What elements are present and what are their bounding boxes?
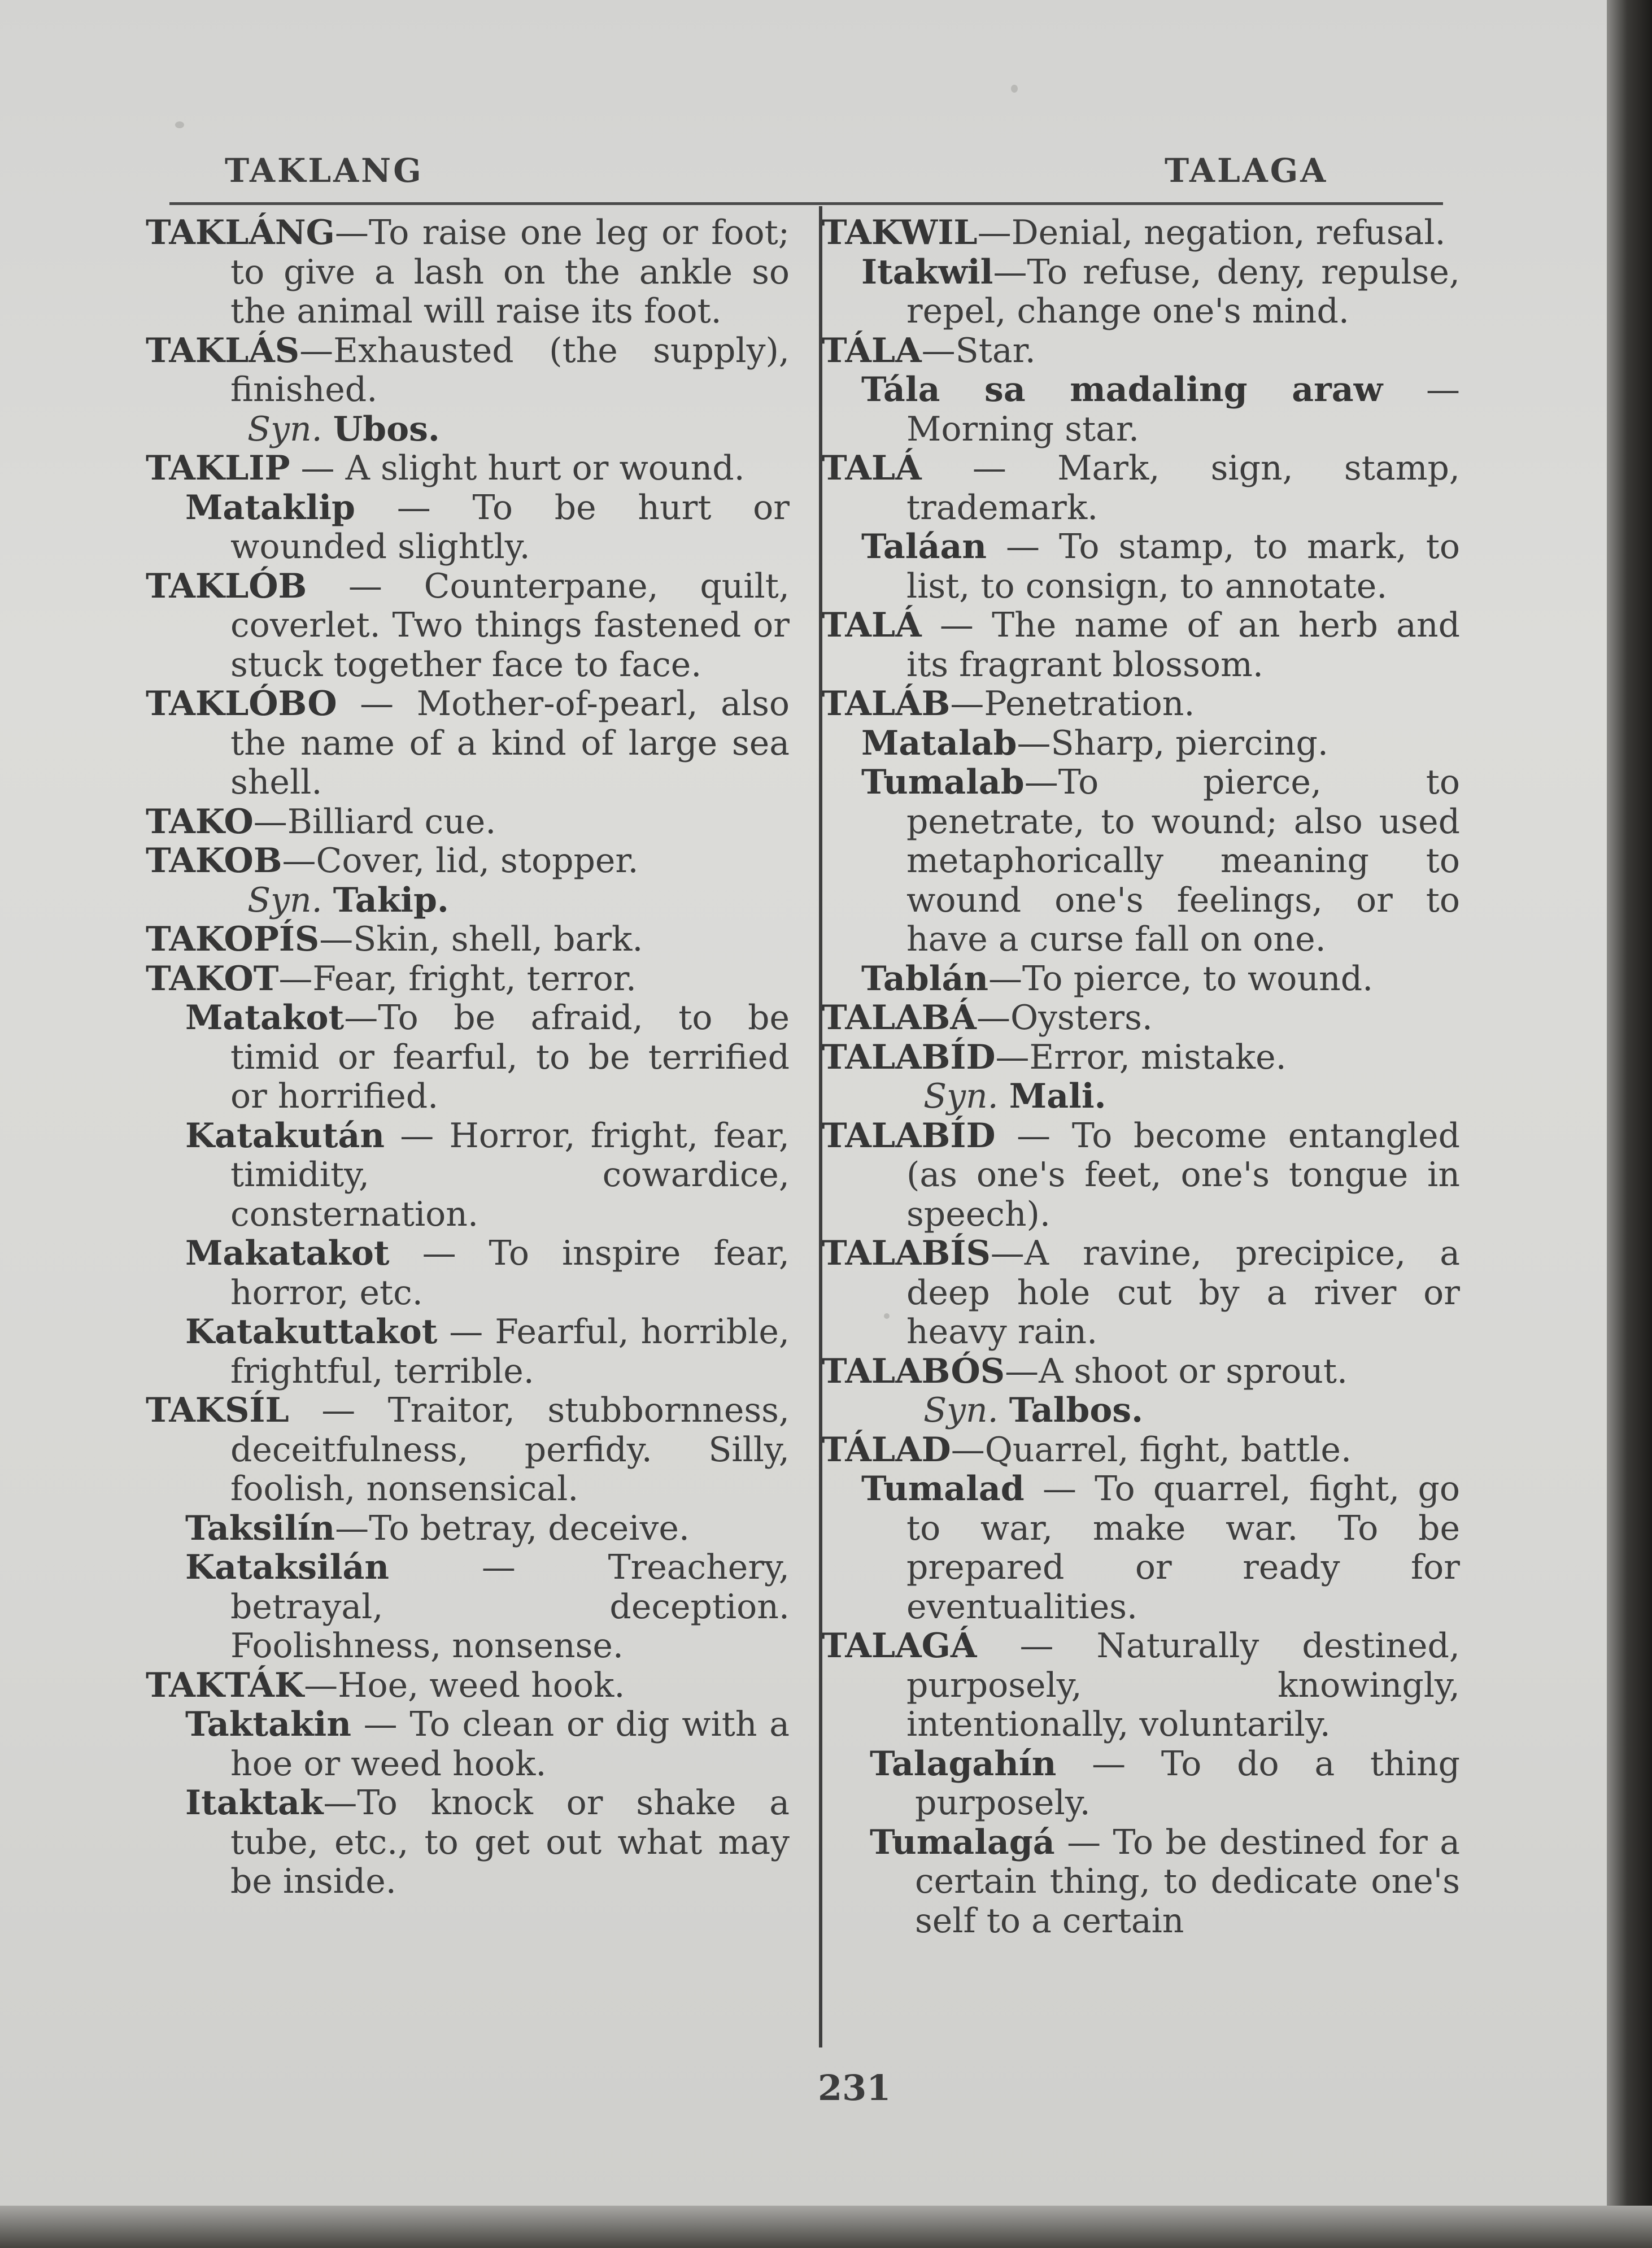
dash-separator: — — [290, 448, 346, 488]
paper-speck — [1011, 85, 1018, 93]
dictionary-entry — [146, 842, 790, 881]
dash-separator: — — [921, 330, 956, 371]
headword: TAKOT — [146, 959, 279, 999]
headword: TAKLÁS — [146, 330, 300, 371]
definition: To be destined for a certain thing, to dedicate one's self to a certain — [915, 1822, 1460, 1941]
sub-entry — [822, 960, 1460, 999]
dash-separator: — — [1024, 763, 1058, 802]
headword: TÁLAD — [822, 1430, 951, 1470]
sub-entry — [822, 1470, 1460, 1627]
definition: To knock or shake a tube, etc., to get out what may be inside. — [230, 1783, 790, 1901]
synonym-line — [822, 1077, 1460, 1117]
dictionary-entry — [146, 960, 790, 999]
dash-separator: — — [988, 959, 1023, 999]
dash-separator: — — [304, 1665, 338, 1705]
definition: A ravine, precipice, a deep hole cut by a river or heavy rain. — [906, 1234, 1460, 1352]
dash-separator: — — [977, 1626, 1097, 1666]
definition: Naturally destined, purposely, knowingly, intentionally, voluntarily. — [906, 1626, 1460, 1744]
definition: The name of an herb and its fragrant blossom. — [906, 605, 1460, 685]
headword: TAKOPÍS — [146, 920, 320, 959]
dictionary-entry — [146, 685, 790, 803]
synonym-word: Mali. — [1009, 1077, 1106, 1116]
running-head-right: TALAGA — [1165, 151, 1328, 190]
sub-entry — [146, 489, 790, 567]
dash-separator: — — [977, 213, 1012, 252]
sub-headword: Tumalagá — [870, 1822, 1055, 1862]
definition: Oysters. — [1010, 998, 1153, 1038]
definition: Denial, negation, refusal. — [1011, 213, 1446, 252]
dash-separator: — — [389, 1548, 608, 1587]
definition: Mother-of-pearl, also the name of a kind of large sea shell. — [230, 684, 790, 802]
dictionary-entry — [146, 1666, 790, 1706]
dictionary-entry — [822, 1352, 1460, 1392]
dash-separator: — — [1024, 1469, 1095, 1509]
headword: TAKLÁNG — [146, 213, 335, 252]
dash-separator: — — [319, 920, 354, 959]
left-column — [146, 214, 790, 1902]
dash-separator: — — [289, 1391, 388, 1430]
synonym-line — [146, 410, 790, 450]
synonym-label: Syn. — [923, 1077, 999, 1116]
dictionary-entry — [822, 332, 1460, 371]
definition: Penetration. — [984, 684, 1195, 724]
definition: Morning star. — [906, 409, 1140, 449]
definition: To raise one leg or foot; to give a lash on the ankle so the animal will raise its foot. — [230, 213, 790, 331]
definition: To be afraid, to be timid or fearful, to be terrified or horrified. — [230, 998, 790, 1116]
headword: TALABÍD — [822, 1037, 996, 1077]
dash-separator: — — [307, 566, 424, 606]
definition: To stamp, to mark, to list, to consign, to annotate. — [906, 527, 1460, 606]
headword: TALÁ — [822, 448, 922, 488]
sub-entry — [146, 1548, 790, 1666]
definition: Counterpane, quilt, coverlet. Two things fastened or stuck together face to face. — [230, 566, 790, 685]
dash-separator: — — [1005, 1351, 1039, 1391]
headword: TALABÍD — [822, 1116, 996, 1156]
dash-separator: — — [351, 1705, 410, 1744]
dictionary-entry — [822, 1431, 1460, 1470]
dash-separator: — — [1383, 370, 1460, 409]
definition: Error, mistake. — [1029, 1037, 1287, 1077]
dash-separator: — — [950, 684, 984, 724]
headword: TALABÓS — [822, 1351, 1005, 1391]
definition: Hoe, weed hook. — [338, 1665, 625, 1705]
headword: TAKLIP — [146, 448, 290, 488]
dash-separator: — — [1017, 723, 1051, 763]
sub-entry — [822, 1823, 1460, 1941]
dictionary-entry — [822, 606, 1460, 685]
dictionary-entry — [822, 999, 1460, 1038]
headword: TAKTÁK — [146, 1665, 304, 1705]
definition: Fear, fright, terror. — [312, 959, 637, 999]
sub-headword: Itakwil — [861, 252, 993, 292]
dictionary-entry — [822, 449, 1460, 528]
dash-separator: — — [1056, 1744, 1161, 1784]
definition: To quarrel, fight, go to war, make war. To be prepared or ready for eventualities. — [906, 1469, 1460, 1627]
dictionary-entry — [822, 685, 1460, 724]
headword: TALAGÁ — [822, 1626, 977, 1666]
dash-separator: — — [334, 213, 369, 252]
definition: To inspire fear, horror, etc. — [230, 1234, 790, 1313]
sub-headword: Tumalad — [861, 1469, 1025, 1509]
headword: TAKOB — [146, 841, 282, 881]
sub-headword: Katakután — [185, 1116, 385, 1156]
sub-headword: Taktakin — [185, 1705, 351, 1744]
definition: Horror, fright, fear, timidity, cowardice, consternation. — [230, 1116, 790, 1234]
definition: Cover, lid, stopper. — [316, 841, 639, 881]
page-bottom-shadow — [0, 2206, 1652, 2248]
definition: Skin, shell, bark. — [353, 920, 643, 959]
sub-headword: Tumalab — [861, 763, 1025, 802]
definition: Exhausted (the supply), finished. — [230, 330, 790, 409]
definition: To do a thing purposely. — [915, 1744, 1460, 1823]
sub-entry — [146, 1509, 790, 1549]
dash-separator: — — [1054, 1822, 1113, 1862]
dictionary-entry — [822, 1627, 1460, 1745]
dictionary-entry — [822, 1234, 1460, 1352]
synonym-word: Talbos. — [1009, 1391, 1144, 1430]
dash-separator: — — [990, 1234, 1025, 1273]
headword: TAKSÍL — [146, 1391, 289, 1430]
sub-entry — [146, 1313, 790, 1391]
dash-separator: — — [344, 998, 378, 1038]
dictionary-entry — [146, 214, 790, 332]
headword: TALÁB — [822, 684, 951, 724]
sub-headword: Tablán — [861, 959, 989, 999]
sub-entry — [822, 1745, 1460, 1823]
sub-entry — [146, 1234, 790, 1313]
dictionary-entry — [146, 803, 790, 842]
sub-entry — [822, 724, 1460, 764]
definition: Treachery, betrayal, deception. Foolishness, nonsense. — [230, 1548, 790, 1666]
synonym-label: Syn. — [247, 409, 322, 449]
dash-separator: — — [355, 487, 473, 528]
sub-entry — [146, 1117, 790, 1235]
dash-separator: — — [282, 841, 316, 881]
headword: TAKLÓB — [146, 566, 307, 606]
dash-separator: — — [437, 1312, 495, 1352]
synonym-word: Ubos. — [333, 409, 440, 449]
sub-headword: Tála sa madaling araw — [861, 370, 1383, 409]
sub-entry — [822, 528, 1460, 606]
definition: A shoot or sprout. — [1039, 1351, 1348, 1391]
headword: TAKO — [146, 801, 254, 842]
definition: Fearful, horrible, frightful, terrible. — [230, 1312, 790, 1391]
paper-speck — [884, 1313, 890, 1319]
synonym-word: Takip. — [333, 880, 449, 920]
paper-speck — [175, 121, 184, 128]
definition: To pierce, to wound. — [1022, 959, 1374, 999]
sub-entry — [146, 1784, 790, 1902]
dash-separator: — — [995, 1116, 1072, 1156]
definition: To pierce, to penetrate, to wound; also used metaphorically meaning to wound one's feelings, or to have a curse fall on one. — [906, 763, 1460, 959]
dash-separator: — — [278, 959, 313, 999]
sub-headword: Taksilín — [185, 1508, 335, 1548]
dictionary-entry — [146, 920, 790, 960]
right-column — [822, 214, 1460, 1941]
sub-headword: Itaktak — [185, 1783, 324, 1823]
definition: To betray, deceive. — [369, 1508, 690, 1548]
page-number: 231 — [818, 2067, 891, 2108]
sub-entry — [146, 1705, 790, 1784]
definition: Quarrel, fight, battle. — [984, 1430, 1352, 1470]
sub-headword: Matakot — [185, 998, 345, 1038]
dictionary-entry — [146, 1391, 790, 1509]
sub-headword: Katakuttakot — [185, 1312, 438, 1352]
dash-separator: — — [323, 1783, 358, 1823]
dash-separator: — — [253, 801, 287, 842]
dash-separator: — — [995, 1037, 1030, 1077]
synonym-line — [822, 1391, 1460, 1431]
definition: Billiard cue. — [287, 801, 496, 842]
definition: To clean or dig with a hoe or weed hook. — [230, 1705, 790, 1784]
dictionary-entry — [146, 567, 790, 685]
sub-headword: Mataklip — [185, 487, 355, 528]
headword: TALÁ — [822, 605, 922, 645]
definition: Star. — [955, 330, 1036, 371]
synonym-line — [146, 881, 790, 921]
sub-entry — [146, 999, 790, 1117]
definition: Traitor, stubbornness, deceitfulness, perfidy. Silly, foolish, nonsensical. — [230, 1391, 790, 1509]
definition: A slight hurt or wound. — [345, 448, 745, 488]
dash-separator: — — [986, 527, 1060, 567]
dictionary-entry — [146, 332, 790, 410]
definition: Mark, sign, stamp, trademark. — [906, 448, 1460, 528]
definition: To refuse, deny, repulse, repel, change one's mind. — [906, 252, 1460, 331]
headword: TALABÍS — [822, 1234, 991, 1273]
dictionary-entry — [822, 214, 1460, 253]
sub-headword: Kataksilán — [185, 1548, 390, 1587]
dash-separator: — — [921, 448, 1058, 488]
sub-headword: Talagahín — [870, 1744, 1057, 1784]
headword: TÁLA — [822, 330, 922, 371]
synonym-label: Syn. — [923, 1391, 999, 1430]
book-spine-shadow — [1607, 0, 1652, 2248]
headword: TALABÁ — [822, 998, 977, 1038]
dash-separator: — — [951, 1430, 985, 1470]
running-head-left: TAKLANG — [225, 151, 424, 190]
definition: To become entangled (as one's feet, one's tongue in speech). — [906, 1116, 1460, 1234]
dash-separator: — — [921, 605, 992, 645]
sub-headword: Taláan — [861, 527, 987, 567]
dash-separator: — — [299, 330, 334, 371]
sub-headword: Matalab — [861, 723, 1017, 763]
definition: To be hurt or wounded slightly. — [230, 487, 790, 567]
dictionary-entry — [822, 1117, 1460, 1235]
sub-headword: Makatakot — [185, 1234, 390, 1273]
headword: TAKLÓBO — [146, 684, 337, 724]
dash-separator: — — [385, 1116, 450, 1156]
dash-separator: — — [993, 252, 1027, 292]
sub-entry — [822, 253, 1460, 332]
dictionary-entry — [146, 449, 790, 489]
dash-separator: — — [337, 684, 417, 724]
sub-entry — [822, 371, 1460, 449]
definition: Sharp, piercing. — [1051, 723, 1328, 763]
dash-separator: — — [389, 1234, 489, 1273]
dash-separator: — — [335, 1508, 369, 1548]
synonym-label: Syn. — [247, 880, 322, 920]
dictionary-entry — [822, 1038, 1460, 1078]
dash-separator: — — [976, 998, 1010, 1038]
sub-entry — [822, 763, 1460, 960]
headword: TAKWIL — [822, 213, 978, 252]
header-rule — [169, 202, 1443, 205]
